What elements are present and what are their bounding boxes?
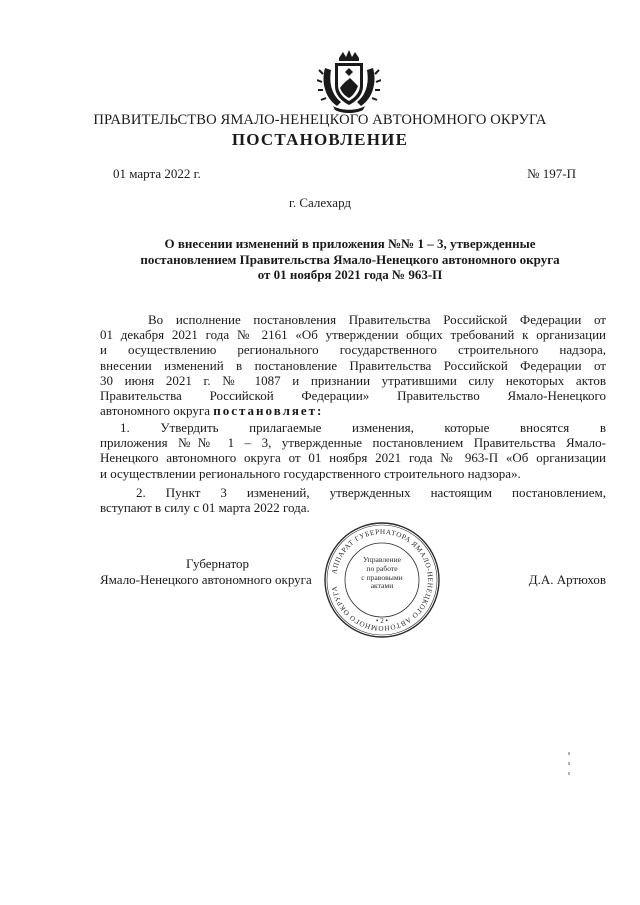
document-date: 01 марта 2022 г. xyxy=(113,166,201,181)
stamp-line: по работе xyxy=(366,563,398,573)
document-subject xyxy=(100,236,600,283)
subject-line: О внесении изменений в приложения №№ 1 – 3, утвержденные xyxy=(164,236,536,251)
paragraph-line: 2. Пункт 3 изменений, утвержденных настоящим постановлением, xyxy=(136,485,606,500)
paragraph-line: внесении изменений в постановление Правительства Российской Федерации от xyxy=(100,357,606,373)
scan-marks xyxy=(566,752,572,776)
paragraph-line: 01 декабря 2021 года № 2161 «Об утверждении общих требований к организации xyxy=(100,327,606,343)
signatory-role: Губернатор xyxy=(186,556,249,571)
paragraph-line: вступают в силу с 01 марта 2022 года. xyxy=(100,500,310,516)
paragraph-line: Во исполнение постановления Правительства Российской Федерации от xyxy=(148,312,606,327)
paragraph-line xyxy=(100,403,606,418)
government-title: ПРАВИТЕЛЬСТВО ЯМАЛО-НЕНЕЦКОГО АВТОНОМНОГО ОКРУГА xyxy=(93,112,547,128)
signatory-name: Д.А. Артюхов xyxy=(528,572,606,587)
paragraph-line-text: автономного округа xyxy=(100,403,210,419)
stamp-line: Управление xyxy=(362,555,402,564)
subject-line: постановлением Правительства Ямало-Ненецкого автономного округа xyxy=(140,251,560,267)
stamp-ring-text: АППАРАТ ГУБЕРНАТОРА ЯМАЛО-НЕНЕЦКОГО АВТОНОМНОГО ОКРУГА xyxy=(330,527,435,633)
paragraph-line: и осуществлению регионального государственного строительного надзора, xyxy=(100,342,606,358)
paragraph-preamble xyxy=(100,312,606,418)
paragraph-line: 30 июня 2021 г. № 1087 и признании утратившими силу некоторых актов xyxy=(100,372,606,388)
signatory-organization: Ямало-Ненецкого автономного округа xyxy=(100,572,312,587)
stamp-line: с правовыми xyxy=(361,572,403,582)
document-number: № 197-П xyxy=(527,166,576,181)
paragraph-line: 1. Утвердить прилагаемые изменения, которые вносятся в xyxy=(120,420,606,435)
document-city: г. Салехард xyxy=(288,195,352,210)
document-type-title: ПОСТАНОВЛЕНИЕ xyxy=(231,130,409,149)
coat-of-arms-emblem xyxy=(317,48,381,114)
paragraph-line: и осуществлении регионального государственного строительного надзора». xyxy=(100,465,521,481)
resolves-keyword: постановляет: xyxy=(213,403,324,419)
paragraph-item-1 xyxy=(100,420,606,481)
paragraph-line: Ненецкого автономного округа от 01 ноября 2021 года № 963-П «Об организации xyxy=(100,450,606,466)
paragraph-item-2 xyxy=(100,485,606,515)
subject-line: от 01 ноября 2021 года № 963-П xyxy=(257,267,443,282)
paragraph-line: приложения №№ 1 – 3, утвержденные постановлением Правительства Ямало- xyxy=(100,435,606,451)
stamp-center-text xyxy=(356,556,408,591)
stamp-line: актами xyxy=(370,581,394,591)
stamp-number: • 2 • xyxy=(376,617,388,625)
paragraph-line: Правительства Российской Федерации» Правительство Ямало-Ненецкого xyxy=(100,388,606,404)
